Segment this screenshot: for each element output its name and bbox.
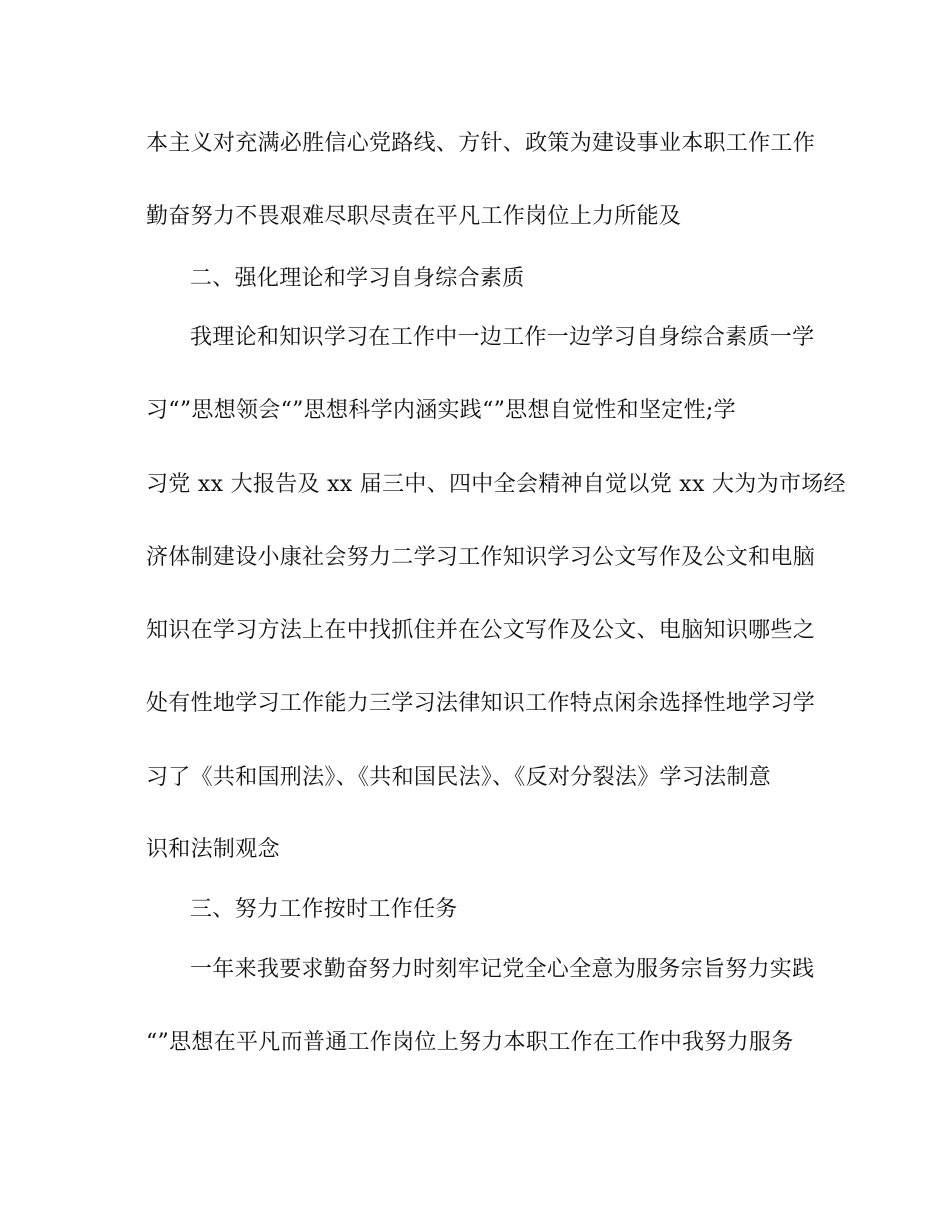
text-line: 习“”思想领会“”思想科学内涵实践“”思想自觉性和坚定性;学 (146, 398, 736, 423)
text-line: 知识在学习方法上在中找抓住并在公文写作及公文、电脑知识哪些之 (146, 618, 816, 643)
text-line: 本主义对充满必胜信心党路线、方针、政策为建设事业本职工作工作 (146, 131, 816, 156)
text-line: 我理论和知识学习在工作中一边工作一边学习自身综合素质一学 (190, 325, 815, 350)
text-line: 勤奋努力不畏艰难尽职尽责在平凡工作岗位上力所能及 (146, 204, 682, 229)
section-heading: 三、努力工作按时工作任务 (190, 897, 458, 922)
text-line: 处有性地学习工作能力三学习法律知识工作特点闲余选择性地学习学 (146, 691, 816, 716)
text-line: 习党 xx 大报告及 xx 届三中、四中全会精神自觉以党 xx 大为为市场经 (146, 472, 846, 497)
text-line: 习了《共和国刑法》、《共和国民法》、《反对分裂法》学习法制意 (146, 765, 772, 790)
text-line: 济体制建设小康社会努力二学习工作知识学习公文写作及公文和电脑 (146, 545, 816, 570)
text-line: 识和法制观念 (146, 837, 280, 862)
text-line: “”思想在平凡而普通工作岗位上努力本职工作在工作中我努力服务 (146, 1030, 794, 1055)
section-heading: 二、强化理论和学习自身综合素质 (190, 266, 525, 291)
text-line: 一年来我要求勤奋努力时刻牢记党全心全意为服务宗旨努力实践 (190, 957, 815, 982)
